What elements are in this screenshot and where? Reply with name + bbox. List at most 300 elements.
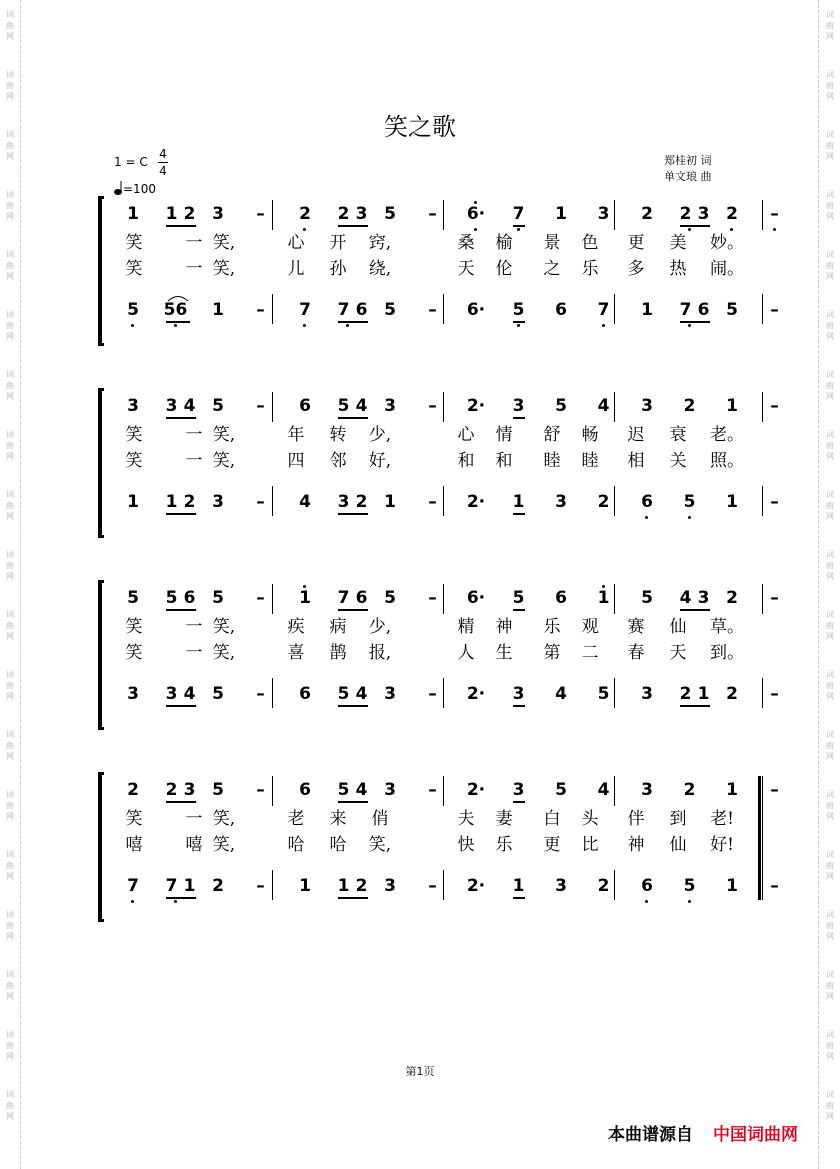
lyric-syllable: 美 — [669, 233, 687, 253]
lyric-syllable: 仙 — [669, 617, 687, 637]
tie-arc-icon — [166, 294, 190, 302]
watermark-glyph: 曲 — [6, 261, 14, 270]
melody-beam — [166, 801, 196, 803]
harmony-note: 1 — [127, 492, 139, 512]
watermark-glyph: 网 — [6, 1112, 14, 1121]
melody-note: 6 — [555, 588, 567, 608]
lyric-syllable: 喜 — [287, 643, 305, 663]
page-number: 第1页 — [405, 1065, 435, 1078]
final-barline-lyrics-thin — [762, 802, 763, 870]
melody-high-octave-dot — [474, 201, 477, 204]
melody-note: 1 — [726, 780, 738, 800]
melody-beam — [680, 225, 710, 227]
melody-note: 3 — [512, 780, 525, 800]
watermark-glyph: 网 — [6, 692, 14, 701]
watermark-glyph: 网 — [826, 332, 834, 341]
harmony-note: 7 — [127, 876, 139, 896]
lyric-syllable: 比 — [581, 835, 599, 855]
lyric-syllable: 春 — [627, 643, 645, 663]
lyric-syllable: 桑 — [457, 233, 475, 253]
watermark-glyph: 词 — [826, 1090, 834, 1099]
lyric-syllable: 笑, — [212, 643, 236, 663]
harmony-note: 1 — [337, 876, 350, 896]
watermark-glyph: 网 — [826, 932, 834, 941]
harmony-note: – — [770, 492, 779, 512]
harmony-note: 6 — [299, 684, 311, 704]
lyric-syllable: 俏 — [371, 809, 389, 829]
harmony-low-octave-dot — [131, 324, 134, 327]
melody-note: 3 — [512, 396, 525, 416]
watermark-glyph: 网 — [826, 1052, 834, 1061]
melody-note: 5 — [165, 588, 178, 608]
watermark-glyph: 网 — [826, 92, 834, 101]
melody-note: 4 — [679, 588, 692, 608]
harmony-note: 4 — [183, 684, 196, 704]
watermark-glyph: 词 — [826, 10, 834, 19]
lyric-syllable: 照。 — [710, 451, 744, 471]
watermark-glyph: 词 — [826, 310, 834, 319]
harmony-note: 2· — [466, 492, 486, 512]
lyric-syllable: 好, — [368, 451, 392, 471]
harmony-note: 1 — [212, 300, 224, 320]
harmony-beam — [166, 897, 196, 899]
lyric-syllable: 二 — [581, 643, 599, 663]
melody-note: 3 — [641, 396, 653, 416]
watermark-glyph: 网 — [6, 152, 14, 161]
lyric-syllable: 妙。 — [710, 233, 744, 253]
composer-credit: 单文琅 曲 — [664, 170, 712, 183]
watermark-glyph: 词 — [826, 430, 834, 439]
key-signature: 1 = C — [114, 155, 148, 169]
harmony-note: 7 — [337, 300, 350, 320]
harmony-note: 2· — [466, 876, 486, 896]
lyric-syllable: 笑, — [212, 617, 236, 637]
melody-note: 1 — [165, 204, 178, 224]
lyric-syllable: 衰 — [669, 425, 687, 445]
melody-note: 6 — [183, 588, 196, 608]
watermark-glyph: 词 — [826, 130, 834, 139]
harmony-note: 1 — [512, 492, 525, 512]
watermark-glyph: 曲 — [6, 1101, 14, 1110]
melody-note: 2 — [683, 396, 696, 416]
system-bracket — [98, 196, 110, 346]
melody-low-octave-dot — [773, 228, 776, 231]
harmony-note: 3 — [641, 684, 653, 704]
melody-note: – — [428, 780, 437, 800]
melody-note: – — [256, 204, 265, 224]
melody-beam — [680, 609, 710, 611]
melody-note: 3 — [165, 396, 178, 416]
bracket-hook-bottom — [98, 535, 104, 538]
lyric-syllable: 情 — [495, 425, 513, 445]
watermark-glyph: 曲 — [6, 981, 14, 990]
harmony-note: 3 — [165, 684, 178, 704]
lyric-syllable: 鹊 — [329, 643, 347, 663]
harmony-beam — [338, 513, 368, 515]
melody-beam — [166, 417, 196, 419]
melody-note: 2· — [466, 396, 486, 416]
watermark-glyph: 词 — [826, 910, 834, 919]
melody-note: 5 — [384, 204, 396, 224]
melody-note: 3 — [384, 396, 396, 416]
harmony-note: – — [770, 684, 779, 704]
harmony-note: 5 — [127, 300, 139, 320]
melody-beam — [513, 801, 525, 803]
lyric-syllable: 精 — [457, 617, 475, 637]
harmony-note: 2 — [597, 492, 610, 512]
melody-note: 1 — [127, 204, 139, 224]
harmony-note: 6 — [555, 300, 567, 320]
harmony-note: 2 — [355, 492, 368, 512]
harmony-note: 6· — [466, 300, 486, 320]
lyric-syllable: 人 — [457, 643, 475, 663]
watermark-glyph: 网 — [826, 872, 834, 881]
melody-note: 4 — [597, 780, 610, 800]
bracket-hook-bottom — [98, 919, 104, 922]
score-system — [94, 580, 779, 730]
melody-note: – — [770, 780, 779, 800]
melody-note: 6 — [355, 588, 368, 608]
source-prefix: 本曲谱源自 — [608, 1125, 693, 1145]
lyric-syllable: 更 — [627, 233, 645, 253]
harmony-note: 1 — [183, 876, 196, 896]
lyric-syllable: 一 — [185, 809, 203, 829]
lyric-syllable: 老 — [287, 809, 305, 829]
watermark-right — [822, 0, 838, 1169]
watermark-glyph: 曲 — [6, 441, 14, 450]
lyric-syllable: 闹。 — [710, 259, 744, 279]
harmony-beam — [513, 513, 525, 515]
watermark-glyph: 曲 — [826, 1101, 834, 1110]
lyric-syllable: 妻 — [495, 809, 513, 829]
melody-note: 6 — [299, 780, 311, 800]
watermark-glyph: 词 — [826, 190, 834, 199]
watermark-glyph: 曲 — [6, 861, 14, 870]
melody-note: 4 — [355, 780, 368, 800]
lyric-syllable: 神 — [495, 617, 513, 637]
time-signature-bottom: 4 — [159, 164, 167, 178]
watermark-glyph: 词 — [6, 430, 14, 439]
watermark-glyph: 网 — [826, 572, 834, 581]
watermark-glyph: 曲 — [6, 201, 14, 210]
lyric-syllable: 哈 — [329, 835, 347, 855]
melody-note: 3 — [697, 588, 710, 608]
barline — [272, 870, 273, 900]
harmony-note: 7 — [165, 876, 178, 896]
melody-note: 3 — [384, 780, 396, 800]
watermark-glyph: 词 — [826, 70, 834, 79]
watermark-glyph: 词 — [826, 610, 834, 619]
harmony-note: 5 — [337, 684, 350, 704]
watermark-glyph: 曲 — [6, 561, 14, 570]
barline — [272, 584, 273, 614]
watermark-glyph: 词 — [826, 670, 834, 679]
lyric-syllable: 睦 — [543, 451, 561, 471]
system-bracket — [98, 772, 110, 922]
watermark-glyph: 词 — [6, 910, 14, 919]
quarter-note-icon — [113, 180, 123, 196]
watermark-glyph: 网 — [826, 812, 834, 821]
system-bracket — [98, 388, 110, 538]
watermark-glyph: 词 — [826, 490, 834, 499]
harmony-note: 2 — [597, 876, 610, 896]
lyric-syllable: 第 — [543, 643, 561, 663]
watermark-glyph: 词 — [826, 790, 834, 799]
harmony-low-octave-dot — [645, 516, 648, 519]
watermark-glyph: 曲 — [6, 321, 14, 330]
lyric-syllable: 心 — [457, 425, 475, 445]
tempo-value: =100 — [123, 182, 156, 196]
lyric-syllable: 生 — [495, 643, 513, 663]
watermark-glyph: 词 — [826, 850, 834, 859]
watermark-glyph: 词 — [6, 730, 14, 739]
harmony-note: – — [428, 876, 437, 896]
lyric-syllable: 邻 — [329, 451, 347, 471]
lyric-syllable: 笑 — [125, 259, 143, 279]
lyric-syllable: 景 — [543, 233, 561, 253]
watermark-glyph: 曲 — [826, 1041, 834, 1050]
harmony-beam — [338, 321, 368, 323]
score-system — [94, 196, 779, 346]
watermark-glyph: 词 — [6, 490, 14, 499]
harmony-note: – — [256, 876, 265, 896]
lyric-syllable: 四 — [287, 451, 305, 471]
watermark-glyph: 曲 — [6, 681, 14, 690]
watermark-glyph: 曲 — [826, 921, 834, 930]
harmony-note: 1 — [697, 684, 710, 704]
watermark-glyph: 网 — [826, 512, 834, 521]
harmony-note: – — [428, 492, 437, 512]
final-barline-lyrics — [758, 802, 761, 870]
harmony-beam — [513, 321, 525, 323]
harmony-note: 3 — [127, 684, 139, 704]
melody-note: 3 — [183, 780, 196, 800]
bracket-hook-bottom — [98, 343, 104, 346]
melody-note: 5 — [212, 588, 224, 608]
lyric-syllable: 笑, — [212, 425, 236, 445]
lyric-syllable: 孙 — [329, 259, 347, 279]
harmony-note: 4 — [355, 684, 368, 704]
barline — [272, 486, 273, 516]
barline — [272, 200, 273, 230]
watermark-glyph: 曲 — [826, 741, 834, 750]
melody-note: 3 — [597, 204, 610, 224]
harmony-note: 2· — [466, 684, 486, 704]
harmony-note: 5 — [212, 684, 224, 704]
lyric-syllable: 白 — [543, 809, 561, 829]
lyric-syllable: 多 — [627, 259, 645, 279]
harmony-low-octave-dot — [346, 324, 349, 327]
harmony-beam — [338, 705, 368, 707]
harmony-note: 5 — [384, 300, 396, 320]
melody-note: 3 — [127, 396, 139, 416]
harmony-beam — [513, 897, 525, 899]
harmony-note: 5 — [512, 300, 525, 320]
lyric-syllable: 乐 — [581, 259, 599, 279]
time-signature-top: 4 — [159, 147, 167, 161]
watermark-glyph: 词 — [6, 550, 14, 559]
melody-note: – — [428, 396, 437, 416]
melody-note: – — [770, 396, 779, 416]
harmony-note: – — [256, 300, 265, 320]
melody-note: 5 — [337, 396, 350, 416]
harmony-note: – — [256, 492, 265, 512]
source-credit — [608, 1120, 798, 1145]
watermark-glyph: 词 — [6, 190, 14, 199]
melody-note: 2· — [466, 780, 486, 800]
watermark-glyph: 曲 — [826, 321, 834, 330]
melody-note: 5 — [337, 780, 350, 800]
watermark-glyph: 词 — [826, 970, 834, 979]
watermark-glyph: 网 — [826, 272, 834, 281]
melody-note: 1 — [597, 588, 610, 608]
melody-beam — [513, 609, 525, 611]
harmony-note: 3 — [555, 876, 567, 896]
song-title: 笑之歌 — [384, 113, 456, 141]
lyric-syllable: 笑, — [212, 451, 236, 471]
lyric-syllable: 一 — [185, 617, 203, 637]
harmony-note: – — [428, 684, 437, 704]
harmony-low-octave-dot — [303, 324, 306, 327]
watermark-glyph: 词 — [826, 1030, 834, 1039]
watermark-glyph: 曲 — [826, 381, 834, 390]
harmony-low-octave-dot — [174, 324, 177, 327]
melody-beam — [338, 801, 368, 803]
barline — [272, 678, 273, 708]
bracket-hook-top — [98, 196, 104, 199]
lyric-syllable: 笑 — [125, 617, 143, 637]
watermark-glyph: 网 — [6, 932, 14, 941]
harmony-low-octave-dot — [645, 900, 648, 903]
lyric-syllable: 笑, — [212, 809, 236, 829]
harmony-note: 3 — [555, 492, 567, 512]
lyric-syllable: 一 — [185, 425, 203, 445]
melody-note: 6· — [466, 204, 486, 224]
watermark-glyph: 网 — [6, 212, 14, 221]
lyric-syllable: 少, — [368, 425, 392, 445]
watermark-glyph: 网 — [6, 92, 14, 101]
watermark-glyph: 曲 — [826, 201, 834, 210]
lyric-syllable: 和 — [457, 451, 475, 471]
lyric-syllable: 到。 — [710, 643, 744, 663]
lyric-syllable: 绕, — [368, 259, 392, 279]
harmony-note: 7 — [597, 300, 610, 320]
watermark-glyph: 曲 — [6, 1041, 14, 1050]
lyric-syllable: 笑 — [125, 809, 143, 829]
harmony-note: 2 — [212, 876, 224, 896]
lyric-syllable: 神 — [627, 835, 645, 855]
watermark-glyph: 网 — [6, 512, 14, 521]
score-system — [94, 772, 779, 922]
harmony-note: – — [256, 684, 265, 704]
melody-note: 1 — [555, 204, 567, 224]
harmony-low-octave-dot — [688, 324, 691, 327]
lyric-syllable: 天 — [669, 643, 687, 663]
lyric-syllable: 更 — [543, 835, 561, 855]
lyric-syllable: 畅 — [581, 425, 599, 445]
melody-low-octave-dot — [474, 228, 477, 231]
lyric-syllable: 哈 — [287, 835, 305, 855]
lyric-syllable: 一 — [185, 451, 203, 471]
lyric-syllable: 嘻 — [125, 835, 143, 855]
harmony-note: 1 — [641, 300, 653, 320]
harmony-note: – — [428, 300, 437, 320]
lyric-syllable: 笑, — [212, 259, 236, 279]
margin-line-left — [20, 0, 21, 1169]
harmony-note: 4 — [555, 684, 567, 704]
melody-high-octave-dot — [602, 585, 605, 588]
system-bracket — [98, 580, 110, 730]
melody-note: 3 — [641, 780, 653, 800]
watermark-glyph: 曲 — [6, 81, 14, 90]
watermark-glyph: 网 — [6, 452, 14, 461]
watermark-glyph: 曲 — [6, 801, 14, 810]
watermark-glyph: 网 — [6, 812, 14, 821]
lyric-syllable: 观 — [581, 617, 599, 637]
melody-note: 7 — [512, 204, 525, 224]
melody-note: 5 — [641, 588, 653, 608]
lyric-syllable: 迟 — [627, 425, 645, 445]
melody-note: 4 — [355, 396, 368, 416]
watermark-glyph: 词 — [6, 250, 14, 259]
lyric-syllable: 老! — [710, 809, 734, 829]
harmony-note: 6 — [641, 492, 653, 512]
melody-beam — [338, 609, 368, 611]
barline — [272, 294, 273, 324]
lyric-syllable: 伦 — [495, 259, 513, 279]
lyric-syllable: 心 — [287, 233, 305, 253]
melody-note: 7 — [337, 588, 350, 608]
harmony-note: 3 — [212, 492, 224, 512]
lyric-syllable: 笑 — [125, 233, 143, 253]
melody-note: 5 — [212, 396, 224, 416]
lyric-syllable: 转 — [329, 425, 347, 445]
watermark-glyph: 曲 — [826, 261, 834, 270]
lyric-syllable: 儿 — [287, 259, 305, 279]
harmony-beam — [166, 513, 196, 515]
bracket-hook-top — [98, 772, 104, 775]
lyric-syllable: 笑 — [125, 425, 143, 445]
watermark-glyph: 词 — [6, 1090, 14, 1099]
harmony-low-octave-dot — [688, 516, 691, 519]
harmony-note: 1 — [726, 492, 738, 512]
harmony-note: 5 — [683, 492, 696, 512]
watermark-glyph: 网 — [6, 272, 14, 281]
harmony-note: 1 — [299, 876, 311, 896]
lyric-syllable: 赛 — [627, 617, 645, 637]
bracket-hook-top — [98, 388, 104, 391]
watermark-glyph: 词 — [6, 310, 14, 319]
melody-note: – — [770, 204, 779, 224]
harmony-low-octave-dot — [602, 324, 605, 327]
melody-note: 2 — [127, 780, 139, 800]
melody-beam — [513, 417, 525, 419]
melody-beam — [513, 225, 525, 227]
lyric-syllable: 病 — [329, 617, 347, 637]
lyric-syllable: 笑, — [212, 233, 236, 253]
barline — [272, 392, 273, 422]
harmony-note: 5 — [683, 876, 696, 896]
melody-note: 5 — [555, 396, 567, 416]
harmony-beam — [166, 705, 196, 707]
watermark-glyph: 曲 — [6, 141, 14, 150]
melody-note: 5 — [384, 588, 396, 608]
melody-note: 2 — [299, 204, 311, 224]
tempo-marking — [113, 180, 156, 196]
harmony-note: 3 — [337, 492, 350, 512]
lyric-syllable: 天 — [457, 259, 475, 279]
watermark-glyph: 网 — [826, 992, 834, 1001]
